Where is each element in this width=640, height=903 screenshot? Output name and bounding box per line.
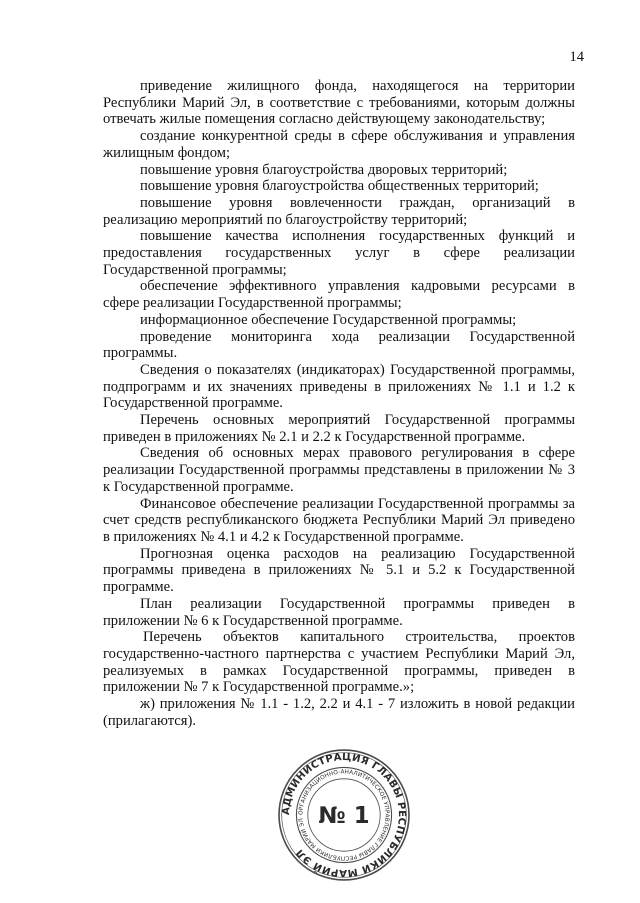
paragraph: Финансовое обеспечение реализации Государственной программы за счет средств республиканского бюджета Республики Марий Эл приведено в приложениях № 4.1 и 4.2 к Государственной программе. — [103, 495, 575, 545]
paragraph: Перечень основных мероприятий Государственной программы приведен в приложениях № 2.1 и 2.2 к Государственной программе. — [103, 412, 575, 445]
seal-number: № 1 — [318, 803, 370, 830]
page-number: 14 — [569, 49, 584, 65]
paragraph: Перечень объектов капитального строительства, проектов государственно-частного партнерства с участием Республики Марий Эл, реализуемых в рамках Государственной программы, приведен в приложении № 7 к Государственной программе.»; — [103, 629, 575, 696]
paragraph: ж) приложения № 1.1 - 1.2, 2.2 и 4.1 - 7 изложить в новой редакции (прилагаются). — [103, 696, 575, 729]
paragraph: повышение качества исполнения государственных функций и предоставления государственных услуг в сфере реализации Государственной программы; — [103, 228, 575, 278]
paragraph: приведение жилищного фонда, находящегося на территории Республики Марий Эл, в соответствие с требованиями, которым должны отвечать жилые помещения согласно действующему законодательству; — [103, 78, 575, 128]
paragraph: повышение уровня благоустройства общественных территорий; — [140, 178, 539, 195]
paragraph: создание конкурентной среды в сфере обслуживания и управления жилищным фондом; — [103, 128, 575, 161]
seal-inner-text: ОРГАНИЗАЦИОННО-АНАЛИТИЧЕСКОЕ УПРАВЛЕНИЕ ГЛАВЫ РЕСПУБЛИКИ МАРИЙ ЭЛ — [298, 769, 390, 861]
paragraph: повышение уровня вовлеченности граждан, организаций в реализацию мероприятий по благоустройству территорий; — [103, 194, 575, 228]
paragraph: Сведения об основных мерах правового регулирования в сфере реализации Государственной программы представлены в приложении № 3 к Государственной программе. — [103, 445, 575, 495]
paragraph: информационное обеспечение Государственной программы; — [140, 311, 517, 328]
official-seal — [277, 748, 411, 882]
document-body — [103, 78, 575, 729]
paragraph: повышение уровня благоустройства дворовых территорий; — [140, 161, 508, 178]
paragraph: Прогнозная оценка расходов на реализацию Государственной программы приведена в приложениях № 5.1 и 5.2 к Государственной программе. — [103, 545, 575, 596]
paragraph: обеспечение эффективного управления кадровыми ресурсами в сфере реализации Государственной программы; — [103, 278, 575, 312]
paragraph: проведение мониторинга хода реализации Государственной программы. — [103, 328, 575, 362]
seal-outer-text: АДМИНИСТРАЦИЯ ГЛАВЫ РЕСПУБЛИКИ МАРИЙ ЭЛ — [280, 751, 408, 879]
paragraph: Сведения о показателях (индикаторах) Государственной программы, подпрограмм и их значениях приведены в приложениях № 1.1 и 1.2 к Государственной программе. — [103, 361, 575, 412]
paragraph: План реализации Государственной программы приведен в приложении № 6 к Государственной программе. — [103, 595, 575, 629]
